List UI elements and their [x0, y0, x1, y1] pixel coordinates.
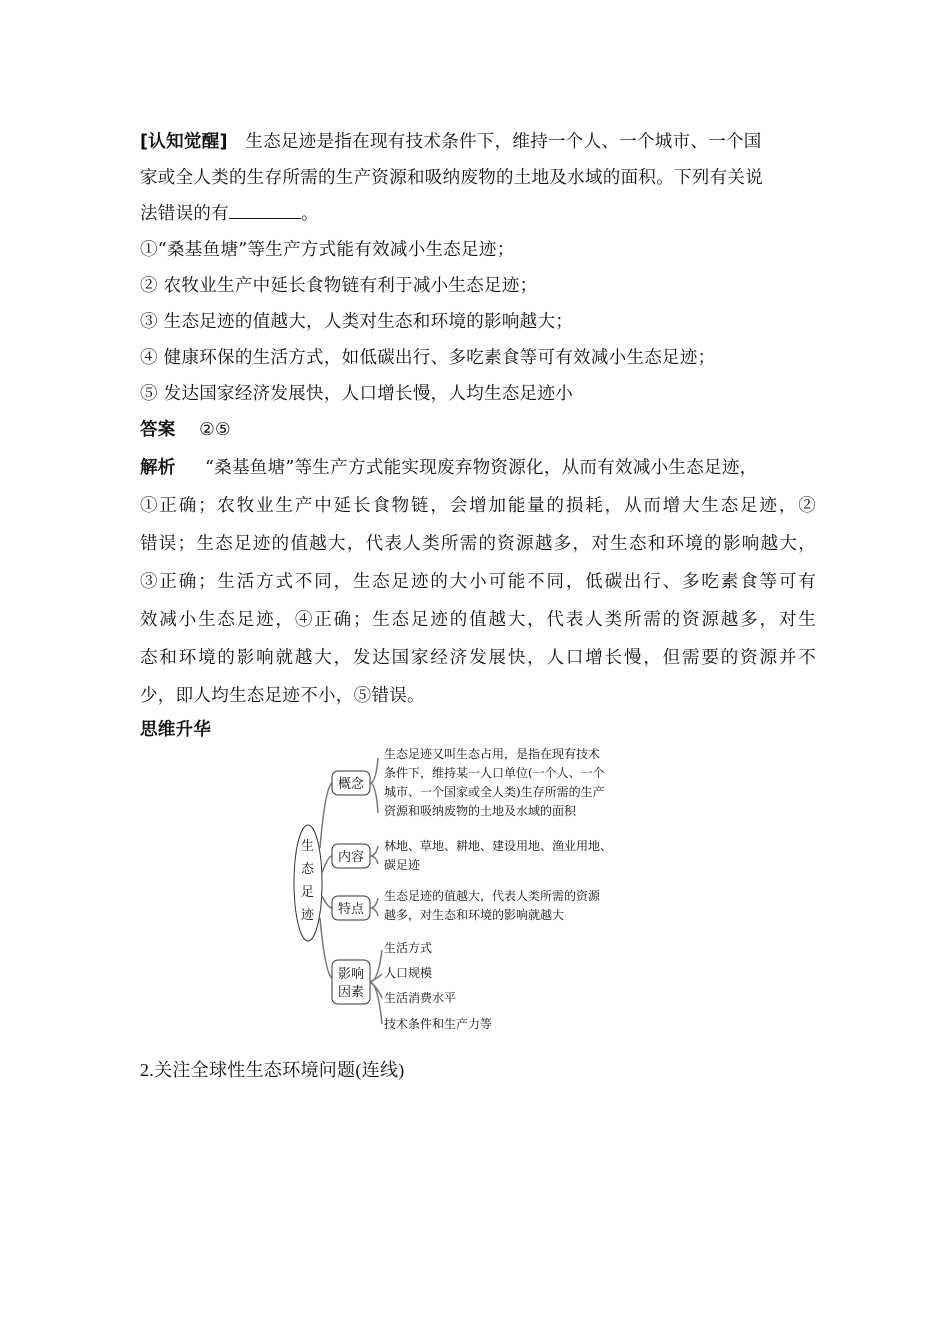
section-title: 思维升华: [140, 720, 212, 740]
factor-item-4: 技术条件和生产力等: [384, 1017, 493, 1031]
analysis-text-6: 态和环境的影响就越大，发达国家经济发展快，人口增长慢，但需要的资源并不: [140, 648, 816, 668]
concept-line-3: 城市、一个国家或全人类)生存所需的生产: [384, 785, 605, 799]
branch-label-feature: 特点: [338, 902, 365, 917]
analysis-text-3: 错误；生态足迹的值越大，代表人类所需的资源越多，对生态和环境的影响越大，: [140, 534, 816, 554]
root-char-2: 态: [301, 862, 315, 877]
option-3: ③ 生态足迹的值越大，人类对生态和环境的影响越大；: [140, 312, 574, 332]
question-stem-1: 生态足迹是指在现有技术条件下，维持一个人、一个城市、一个国: [245, 132, 762, 152]
analysis-text-2: ①正确；农牧业生产中延长食物链，会增加能量的损耗，从而增大生态足迹，②: [140, 496, 816, 516]
feature-line-2: 越多，对生态和环境的影响就越大: [384, 908, 565, 922]
analysis-text-4: ③正确；生活方式不同，生态足迹的大小可能不同，低碳出行、多吃素食等可有: [140, 572, 816, 592]
analysis-text-5: 效减小生态足迹，④正确；生态足迹的值越大，代表人类所需的资源越多，对生: [140, 610, 816, 630]
connector-concept: [320, 783, 332, 848]
option-1: ①“桑基鱼塘”等生产方式能有效减小生态足迹；: [140, 240, 515, 260]
factor-item-3: 生活消费水平: [384, 991, 457, 1005]
branch-label-factors-1: 影响: [338, 967, 365, 982]
concept-line-4: 资源和吸纳废物的土地及水域的面积: [384, 804, 577, 818]
root-char-1: 生: [301, 839, 315, 854]
connector-factors: [320, 918, 332, 978]
bracket-factors: [370, 950, 382, 1024]
concept-line-1: 生态足迹又叫生态占用，是指在现有技术: [384, 747, 601, 761]
branch-label-content: 内容: [338, 850, 365, 865]
branch-label-factors-2: 因素: [338, 985, 365, 1000]
answer-blank: [229, 204, 301, 219]
question-line-1: [140, 128, 762, 153]
factor-item-2: 人口规模: [384, 966, 433, 980]
content-line-1: 林地、草地、耕地、建设用地、渔业用地、: [384, 839, 613, 853]
analysis-label: 解析: [140, 458, 176, 478]
option-4: ④ 健康环保的生活方式，如低碳出行、多吃素食等可有效减小生态足迹；: [140, 348, 716, 368]
connector-content: [322, 856, 332, 873]
root-char-3: 足: [301, 885, 315, 900]
question-stem-3: 法错误的有: [140, 204, 229, 224]
analysis-text-7: 少，即人均生态足迹不小，⑤错误。: [140, 686, 425, 706]
feature-line-1: 生态足迹的值越大，代表人类所需的资源: [384, 889, 601, 903]
connector-feature: [322, 896, 332, 908]
question-line-3: [140, 200, 319, 225]
content-line-2: 碳足迹: [384, 858, 421, 872]
branch-label-concept: 概念: [338, 777, 365, 792]
next-heading: 2.关注全球性生态环境问题(连线): [140, 1060, 405, 1080]
option-5: ⑤ 发达国家经济发展快，人口增长慢，人均生态足迹小: [140, 384, 574, 404]
question-tag: [认知觉醒]: [140, 132, 228, 152]
mindmap-diagram: [290, 738, 670, 1038]
question-stem-2: 家或全人类的生存所需的生产资源和吸纳废物的土地及水域的面积。下列有关说: [140, 168, 763, 188]
bracket-concept: [370, 758, 378, 813]
answer-value: ②⑤: [199, 420, 232, 440]
concept-line-2: 条件下，维持某一人口单位(一个人、一个: [384, 766, 605, 780]
analysis-line-1: [140, 454, 757, 479]
analysis-text-1: “桑基鱼塘”等生产方式能实现废弃物资源化，从而有效减小生态足迹，: [204, 458, 758, 478]
answer-line: [140, 416, 231, 441]
factor-item-1: 生活方式: [384, 941, 433, 955]
bracket-feature: [370, 898, 378, 916]
option-2: ② 农牧业生产中延长食物链有利于减小生态足迹；: [140, 276, 538, 296]
root-char-4: 迹: [301, 908, 315, 923]
question-stem-3-end: 。: [301, 204, 319, 224]
bracket-content: [370, 846, 378, 864]
answer-label: 答案: [140, 420, 176, 440]
